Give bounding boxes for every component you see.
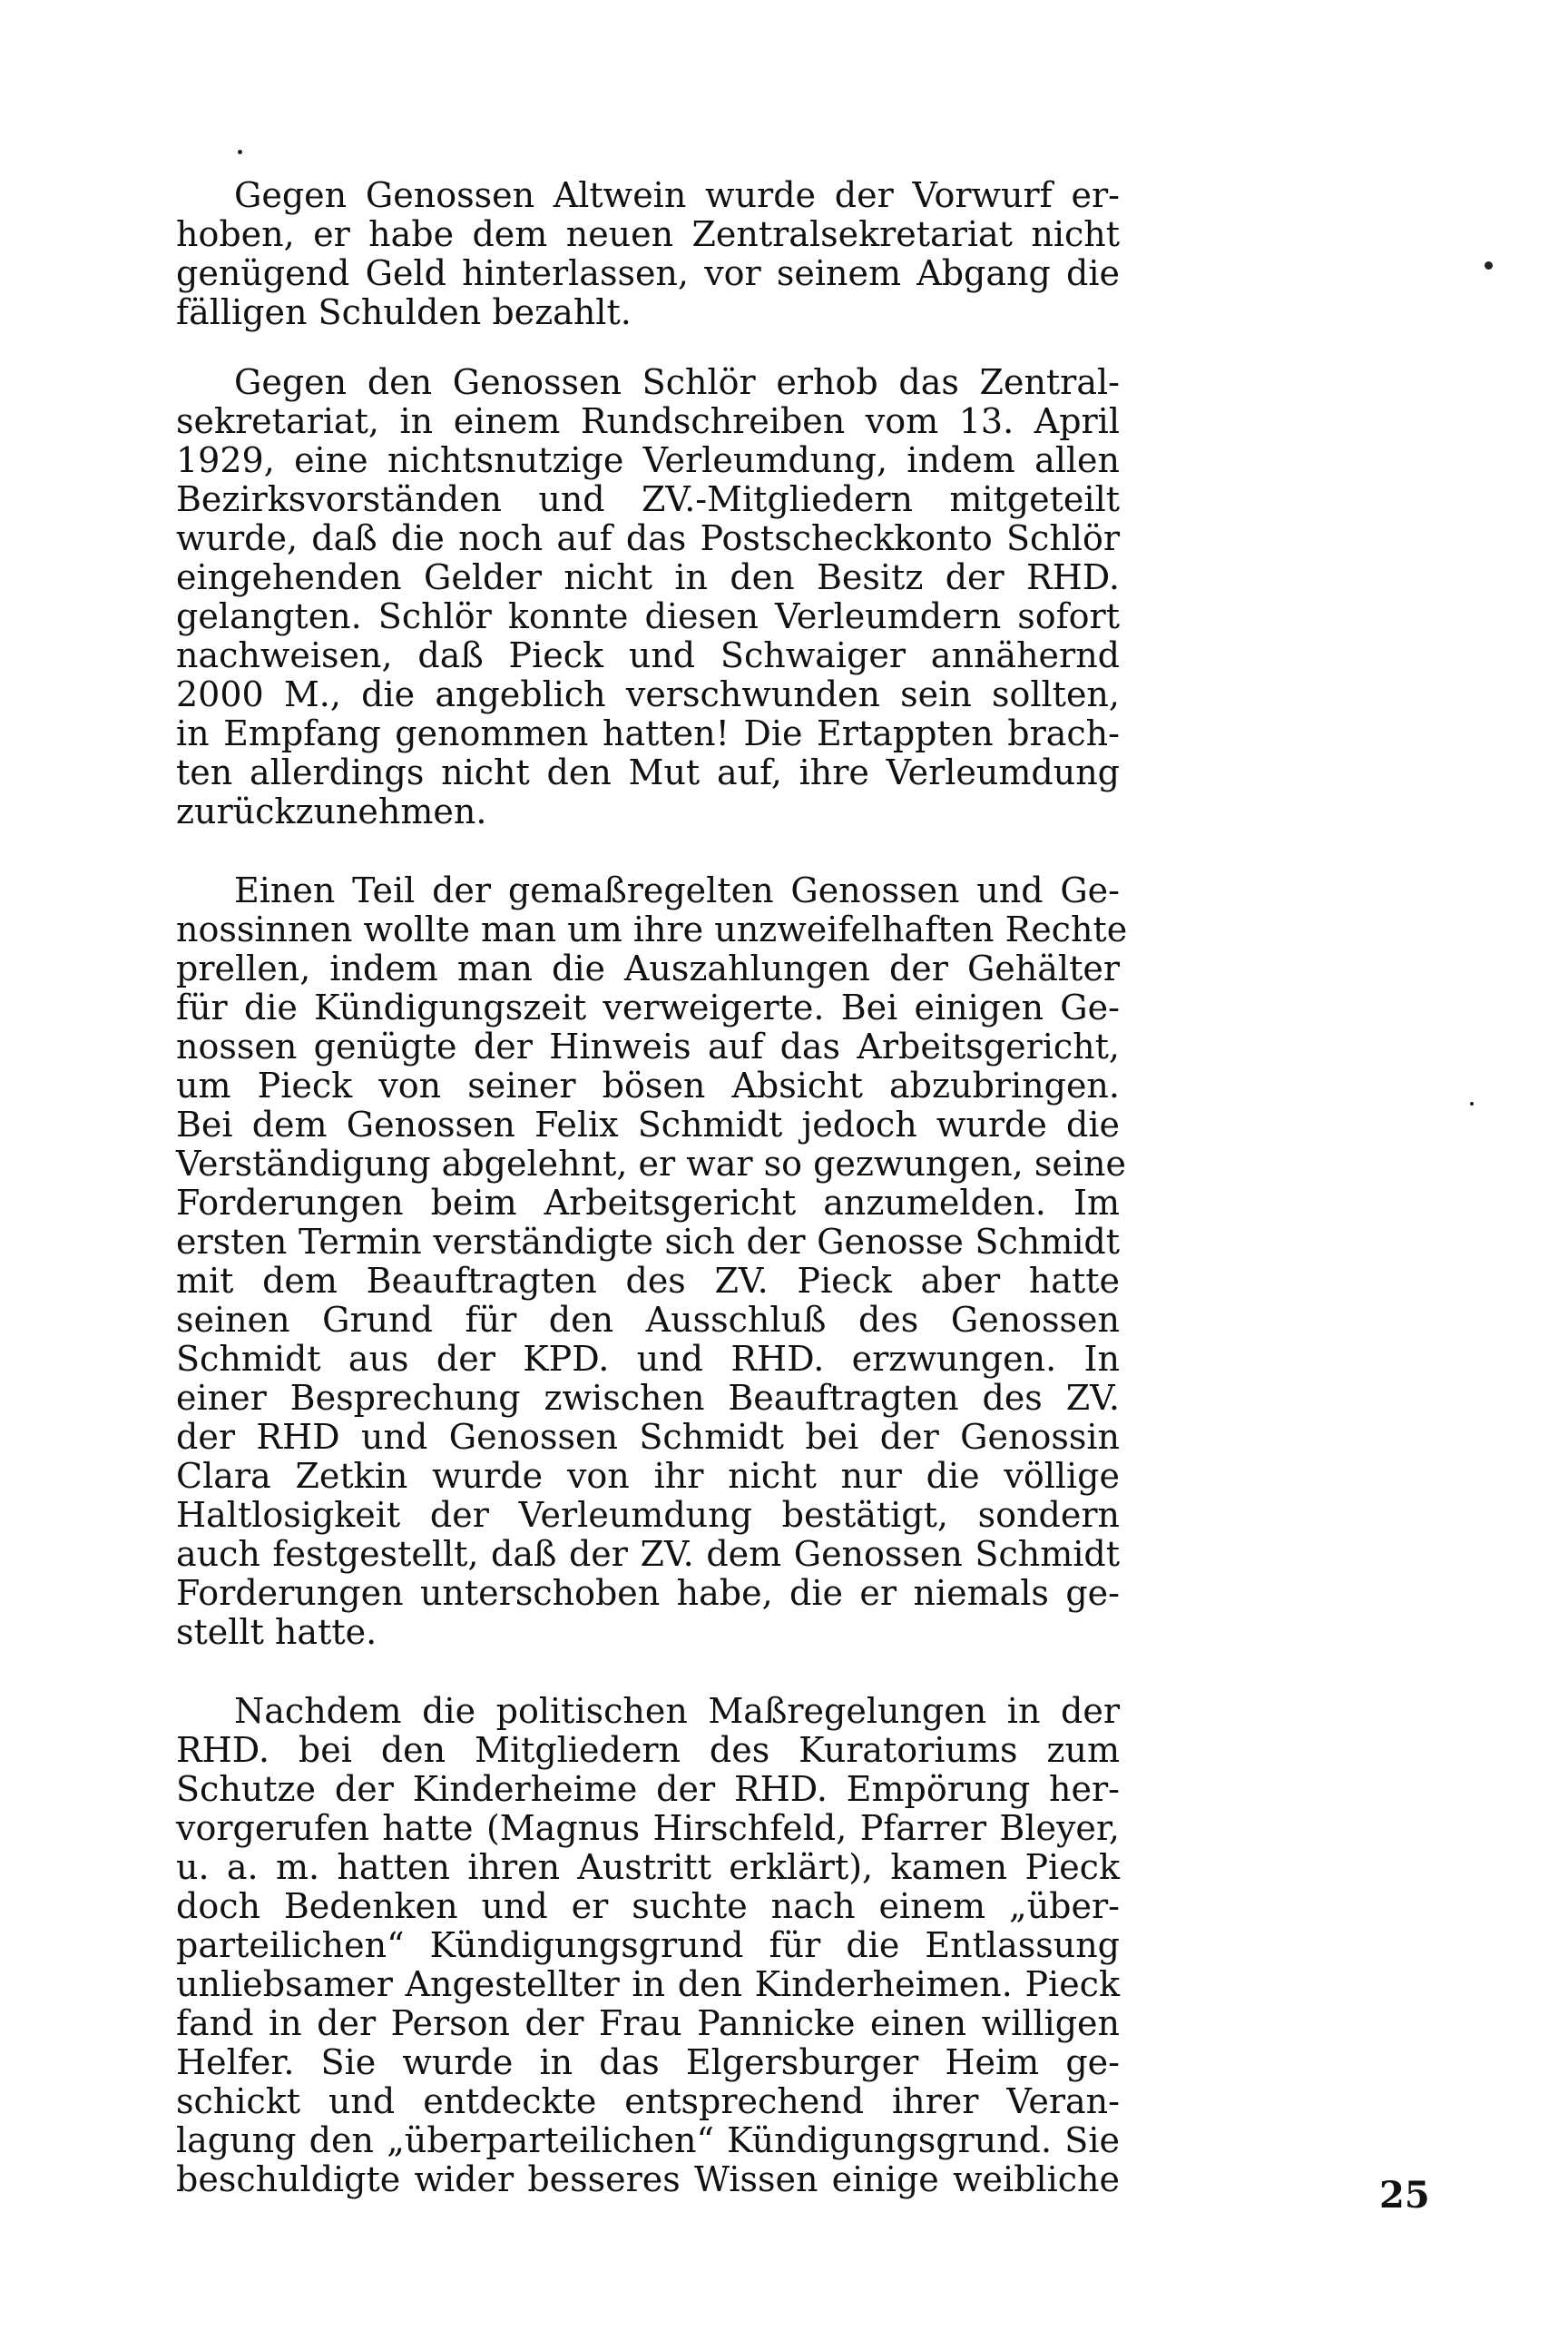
scan-speck	[1470, 1102, 1474, 1106]
text-line: doch Bedenken und er suchte nach einem „über-	[176, 1886, 1120, 1926]
text-line: einer Besprechung zwischen Beauftragten des ZV.	[176, 1378, 1120, 1418]
scan-speck	[238, 150, 242, 154]
text-line: fälligen Schulden bezahlt.	[176, 292, 632, 332]
text-line: beschuldigte wider besseres Wissen einige weibliche	[176, 2159, 1120, 2199]
scan-speck	[1485, 261, 1493, 270]
text-line: Haltlosigkeit der Verleumdung bestätigt, sondern	[176, 1495, 1120, 1535]
text-line: gelangten. Schlör konnte diesen Verleumdern sofort	[176, 596, 1120, 636]
text-line: nossinnen wollte man um ihre unzweifelhaften Rechte	[176, 909, 1128, 949]
text-line: hoben, er habe dem neuen Zentralsekretariat nicht	[176, 214, 1120, 254]
text-line: Gegen Genossen Altwein wurde der Vorwurf er-	[234, 175, 1120, 215]
text-line: Clara Zetkin wurde von ihr nicht nur die völlige	[176, 1456, 1120, 1496]
text-line: Schmidt aus der KPD. und RHD. erzwungen. In	[176, 1339, 1120, 1379]
text-line: mit dem Beauftragten des ZV. Pieck aber hatte	[176, 1261, 1120, 1301]
text-line: wurde, daß die noch auf das Postscheckkonto Schlör	[176, 518, 1120, 558]
text-line: um Pieck von seiner bösen Absicht abzubringen.	[176, 1066, 1120, 1106]
text-line: ten allerdings nicht den Mut auf, ihre Verleumdung	[176, 752, 1120, 792]
paragraph-1	[176, 176, 1120, 332]
paragraph-2	[176, 363, 1120, 831]
text-line: Forderungen unterschoben habe, die er niemals ge-	[176, 1573, 1120, 1613]
text-line: schickt und entdeckte entsprechend ihrer Veran-	[176, 2081, 1120, 2121]
text-line: zurückzunehmen.	[176, 791, 487, 831]
text-line: der RHD und Genossen Schmidt bei der Genossin	[176, 1417, 1120, 1457]
paragraph-4	[176, 1692, 1120, 2199]
text-line: nossen genügte der Hinweis auf das Arbeitsgericht,	[176, 1027, 1120, 1067]
body-text	[176, 175, 1128, 2199]
text-line: Gegen den Genossen Schlör erhob das Zentral-	[234, 362, 1120, 402]
text-line: Bei dem Genossen Felix Schmidt jedoch wurde die	[176, 1105, 1120, 1145]
text-line: parteilichen“ Kündigungsgrund für die Entlassung	[176, 1925, 1120, 1965]
text-line: Schutze der Kinderheime der RHD. Empörung her-	[176, 1769, 1120, 1809]
text-line: u. a. m. hatten ihren Austritt erklärt), kamen Pieck	[176, 1847, 1120, 1887]
text-line: Bezirksvorständen und ZV.-Mitgliedern mitgeteilt	[176, 479, 1120, 519]
text-line: sekretariat, in einem Rundschreiben vom 13. April	[176, 401, 1120, 441]
text-line: genügend Geld hinterlassen, vor seinem Abgang die	[176, 253, 1120, 293]
text-line: in Empfang genommen hatten! Die Ertappten brach-	[176, 713, 1120, 753]
text-line: 1929, eine nichtsnutzige Verleumdung, indem allen	[176, 440, 1120, 480]
text-line: Forderungen beim Arbeitsgericht anzumelden. Im	[176, 1183, 1120, 1223]
paragraph-3	[176, 870, 1128, 1652]
text-line: stellt hatte.	[176, 1612, 377, 1652]
text-line: Helfer. Sie wurde in das Elgersburger Heim ge-	[176, 2042, 1120, 2082]
text-line: eingehenden Gelder nicht in den Besitz der RHD.	[176, 557, 1120, 597]
page-number: 25	[1379, 2174, 1430, 2217]
text-line: RHD. bei den Mitgliedern des Kuratoriums zum	[176, 1730, 1120, 1770]
text-line: vorgerufen hatte (Magnus Hirschfeld, Pfarrer Bleyer,	[176, 1808, 1120, 1848]
text-line: seinen Grund für den Ausschluß des Genossen	[176, 1300, 1120, 1340]
text-line: Einen Teil der gemaßregelten Genossen und Ge-	[234, 870, 1120, 910]
text-line: ersten Termin verständigte sich der Genosse Schmidt	[176, 1222, 1120, 1262]
text-line: Nachdem die politischen Maßregelungen in der	[234, 1691, 1120, 1731]
text-line: Verständigung abgelehnt, er war so gezwungen, seine	[176, 1144, 1126, 1184]
text-line: unliebsamer Angestellter in den Kinderheimen. Pieck	[176, 1964, 1120, 2004]
text-line: auch festgestellt, daß der ZV. dem Genossen Schmidt	[176, 1534, 1120, 1574]
text-line: 2000 M., die angeblich verschwunden sein sollten,	[176, 674, 1120, 714]
text-line: prellen, indem man die Auszahlungen der Gehälter	[176, 949, 1120, 988]
text-line: fand in der Person der Frau Pannicke einen willigen	[176, 2003, 1120, 2043]
text-line: lagung den „überparteilichen“ Kündigungsgrund. Sie	[176, 2120, 1120, 2160]
text-line: für die Kündigungszeit verweigerte. Bei einigen Ge-	[176, 988, 1120, 1027]
text-line: nachweisen, daß Pieck und Schwaiger annähernd	[176, 635, 1120, 675]
